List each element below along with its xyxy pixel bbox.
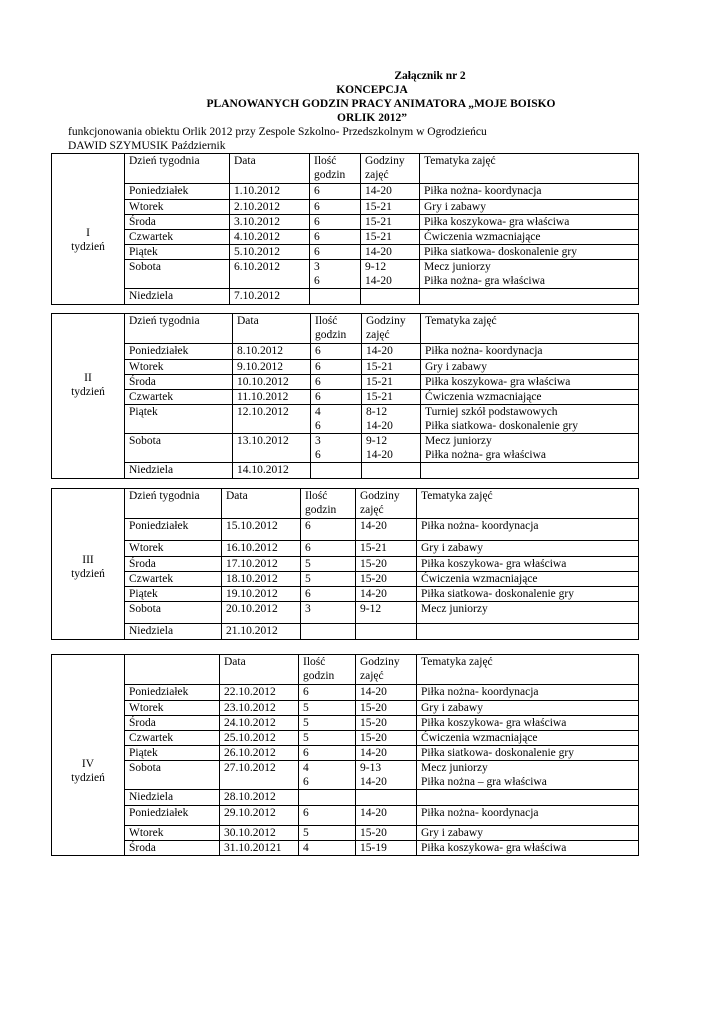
time-cell bbox=[362, 463, 421, 479]
table-row bbox=[52, 230, 639, 245]
day-cell: Sobota bbox=[125, 602, 222, 624]
date-cell: 17.10.2012 bbox=[222, 557, 301, 572]
day-cell: Niedziela bbox=[125, 624, 222, 640]
col-header-hours: Ilość godzin bbox=[299, 655, 356, 685]
date-cell: 21.10.2012 bbox=[222, 624, 301, 640]
time-cell: 15-21 bbox=[361, 230, 420, 245]
date-cell: 3.10.2012 bbox=[230, 215, 310, 230]
topic-cell: Gry i zabawy bbox=[417, 541, 639, 557]
hours-cell: 6 bbox=[311, 390, 362, 405]
time-cell bbox=[361, 289, 420, 305]
hours-cell: 6 bbox=[310, 230, 361, 245]
col-header-time: Godziny zajęć bbox=[361, 154, 420, 184]
date-cell: 26.10.2012 bbox=[220, 746, 299, 761]
topic-cell: Ćwiczenia wzmacniające bbox=[417, 572, 639, 587]
topic-cell: Piłka koszykowa- gra właściwa bbox=[417, 716, 639, 731]
week-4-table bbox=[51, 654, 639, 856]
col-header-day: Dzień tygodnia bbox=[125, 489, 222, 519]
date-cell: 13.10.2012 bbox=[233, 434, 311, 463]
day-cell: Piątek bbox=[125, 587, 222, 602]
col-header-hours: Ilość godzin bbox=[310, 154, 361, 184]
table-row bbox=[52, 390, 639, 405]
day-cell: Niedziela bbox=[125, 463, 233, 479]
topic-cell: Piłka koszykowa- gra właściwa bbox=[420, 215, 639, 230]
time-cell: 15-21 bbox=[362, 390, 421, 405]
day-cell: Czwartek bbox=[125, 230, 230, 245]
table-row bbox=[52, 200, 639, 215]
day-cell: Poniedziałek bbox=[125, 184, 230, 200]
table-row bbox=[52, 806, 639, 826]
date-cell: 10.10.2012 bbox=[233, 375, 311, 390]
header-row bbox=[52, 314, 639, 344]
week-label bbox=[52, 154, 125, 305]
week-word: tydzień bbox=[71, 772, 105, 784]
hours-cell bbox=[299, 790, 356, 806]
day-cell: Poniedziałek bbox=[125, 344, 233, 360]
table-row bbox=[52, 731, 639, 746]
col-header-topic: Tematyka zajęć bbox=[417, 655, 639, 685]
date-cell: 27.10.2012 bbox=[220, 761, 299, 790]
col-header-time: Godziny zajęć bbox=[356, 655, 417, 685]
topic-cell: Ćwiczenia wzmacniające bbox=[421, 390, 639, 405]
time-cell: 15-21 bbox=[361, 200, 420, 215]
header-row bbox=[52, 154, 639, 184]
date-cell: 5.10.2012 bbox=[230, 245, 310, 260]
time-cell: 14-20 bbox=[361, 184, 420, 200]
col-header-hours: Ilość godzin bbox=[311, 314, 362, 344]
table-row bbox=[52, 405, 639, 434]
time-cell: 14-20 bbox=[361, 245, 420, 260]
date-cell: 15.10.2012 bbox=[222, 519, 301, 541]
day-cell: Wtorek bbox=[125, 701, 220, 716]
time-cell: 9-13 14-20 bbox=[356, 761, 417, 790]
day-cell: Piątek bbox=[125, 746, 220, 761]
hours-cell: 5 bbox=[301, 557, 356, 572]
day-cell: Niedziela bbox=[125, 790, 220, 806]
table-row bbox=[52, 434, 639, 463]
date-cell: 11.10.2012 bbox=[233, 390, 311, 405]
day-cell: Poniedziałek bbox=[125, 806, 220, 826]
topic-cell: Gry i zabawy bbox=[421, 360, 639, 375]
time-cell: 14-20 bbox=[356, 806, 417, 826]
table-row bbox=[52, 701, 639, 716]
table-row bbox=[52, 602, 639, 624]
date-cell: 1.10.2012 bbox=[230, 184, 310, 200]
date-cell: 22.10.2012 bbox=[220, 685, 299, 701]
table-row bbox=[52, 685, 639, 701]
col-header-time: Godziny zajęć bbox=[356, 489, 417, 519]
day-cell: Środa bbox=[125, 841, 220, 856]
hours-cell: 6 bbox=[311, 360, 362, 375]
hours-cell: 6 bbox=[310, 200, 361, 215]
time-cell bbox=[356, 624, 417, 640]
date-cell: 23.10.2012 bbox=[220, 701, 299, 716]
date-cell: 25.10.2012 bbox=[220, 731, 299, 746]
col-header-topic: Tematyka zajęć bbox=[417, 489, 639, 519]
table-row bbox=[52, 790, 639, 806]
time-cell: 15-21 bbox=[356, 541, 417, 557]
hours-cell: 6 bbox=[299, 806, 356, 826]
header-row bbox=[52, 655, 639, 685]
col-header-day: Dzień tygodnia bbox=[125, 154, 230, 184]
day-cell: Sobota bbox=[125, 260, 230, 289]
hours-cell: 6 bbox=[301, 519, 356, 541]
day-cell: Poniedziałek bbox=[125, 519, 222, 541]
time-cell: 15-21 bbox=[362, 360, 421, 375]
date-cell: 2.10.2012 bbox=[230, 200, 310, 215]
col-header-date: Data bbox=[220, 655, 299, 685]
day-cell: Piątek bbox=[125, 245, 230, 260]
topic-cell: Mecz juniorzy Piłka nożna- gra właściwa bbox=[420, 260, 639, 289]
time-cell: 9-12 14-20 bbox=[362, 434, 421, 463]
topic-cell: Piłka siatkowa- doskonalenie gry bbox=[417, 746, 639, 761]
time-cell: 14-20 bbox=[362, 344, 421, 360]
document-subtitle: funkcjonowania obiektu Orlik 2012 przy Zespole Szkolno- Przedszkolnym w Ogrodzieńcu bbox=[68, 126, 487, 138]
time-cell: 15-20 bbox=[356, 572, 417, 587]
col-header-date: Data bbox=[222, 489, 301, 519]
header-row bbox=[52, 489, 639, 519]
hours-cell: 6 bbox=[311, 375, 362, 390]
table-row bbox=[52, 587, 639, 602]
hours-cell bbox=[311, 463, 362, 479]
col-header-day-empty bbox=[125, 655, 220, 685]
date-cell: 24.10.2012 bbox=[220, 716, 299, 731]
time-cell: 14-20 bbox=[356, 519, 417, 541]
topic-cell bbox=[417, 624, 639, 640]
date-cell: 28.10.2012 bbox=[220, 790, 299, 806]
hours-cell bbox=[301, 624, 356, 640]
date-cell: 29.10.2012 bbox=[220, 806, 299, 826]
time-cell: 15-21 bbox=[361, 215, 420, 230]
week-1-table bbox=[51, 153, 639, 305]
week-2-table bbox=[51, 313, 639, 479]
hours-cell: 6 bbox=[299, 746, 356, 761]
day-cell: Sobota bbox=[125, 434, 233, 463]
topic-cell: Piłka koszykowa- gra właściwa bbox=[421, 375, 639, 390]
topic-cell: Gry i zabawy bbox=[417, 701, 639, 716]
col-header-date: Data bbox=[230, 154, 310, 184]
col-header-topic: Tematyka zajęć bbox=[420, 154, 639, 184]
hours-cell: 6 bbox=[299, 685, 356, 701]
day-cell: Poniedziałek bbox=[125, 685, 220, 701]
time-cell: 15-21 bbox=[362, 375, 421, 390]
document-title-line-1: PLANOWANYCH GODZIN PRACY ANIMATORA „MOJE BOISKO bbox=[206, 98, 556, 110]
week-word: tydzień bbox=[71, 386, 105, 398]
day-cell: Środa bbox=[125, 557, 222, 572]
hours-cell: 5 bbox=[299, 701, 356, 716]
hours-cell: 6 bbox=[310, 245, 361, 260]
date-cell: 31.10.20121 bbox=[220, 841, 299, 856]
topic-cell: Piłka koszykowa- gra właściwa bbox=[417, 557, 639, 572]
hours-cell: 3 bbox=[301, 602, 356, 624]
hours-cell: 5 bbox=[299, 731, 356, 746]
topic-cell bbox=[421, 463, 639, 479]
day-cell: Środa bbox=[125, 375, 233, 390]
date-cell: 7.10.2012 bbox=[230, 289, 310, 305]
table-row bbox=[52, 746, 639, 761]
table-row bbox=[52, 215, 639, 230]
date-cell: 30.10.2012 bbox=[220, 826, 299, 841]
hours-cell: 6 bbox=[311, 344, 362, 360]
day-cell: Wtorek bbox=[125, 826, 220, 841]
topic-cell: Piłka nożna- koordynacja bbox=[417, 519, 639, 541]
table-row bbox=[52, 289, 639, 305]
hours-cell bbox=[310, 289, 361, 305]
date-cell: 14.10.2012 bbox=[233, 463, 311, 479]
date-cell: 4.10.2012 bbox=[230, 230, 310, 245]
week-label bbox=[52, 489, 125, 640]
time-cell: 15-19 bbox=[356, 841, 417, 856]
time-cell: 15-20 bbox=[356, 716, 417, 731]
table-row bbox=[52, 245, 639, 260]
topic-cell: Piłka nożna- koordynacja bbox=[421, 344, 639, 360]
table-row bbox=[52, 761, 639, 790]
topic-cell: Mecz juniorzy Piłka nożna – gra właściwa bbox=[417, 761, 639, 790]
date-cell: 9.10.2012 bbox=[233, 360, 311, 375]
day-cell: Wtorek bbox=[125, 541, 222, 557]
table-row bbox=[52, 557, 639, 572]
hours-cell: 3 6 bbox=[310, 260, 361, 289]
topic-cell: Piłka nożna- koordynacja bbox=[417, 685, 639, 701]
col-header-time: Godziny zajęć bbox=[362, 314, 421, 344]
hours-cell: 4 6 bbox=[299, 761, 356, 790]
animator-and-month: DAWID SZYMUSIK Październik bbox=[68, 140, 226, 152]
table-row bbox=[52, 375, 639, 390]
hours-cell: 5 bbox=[299, 826, 356, 841]
hours-cell: 5 bbox=[301, 572, 356, 587]
col-header-topic: Tematyka zajęć bbox=[421, 314, 639, 344]
topic-cell: Piłka siatkowa- doskonalenie gry bbox=[417, 587, 639, 602]
table-row bbox=[52, 463, 639, 479]
table-row bbox=[52, 360, 639, 375]
day-cell: Sobota bbox=[125, 761, 220, 790]
time-cell: 8-12 14-20 bbox=[362, 405, 421, 434]
day-cell: Środa bbox=[125, 716, 220, 731]
topic-cell: Mecz juniorzy Piłka nożna- gra właściwa bbox=[421, 434, 639, 463]
date-cell: 16.10.2012 bbox=[222, 541, 301, 557]
table-row bbox=[52, 344, 639, 360]
week-word: tydzień bbox=[71, 241, 105, 253]
week-number: III bbox=[82, 554, 94, 566]
hours-cell: 3 6 bbox=[311, 434, 362, 463]
week-number: I bbox=[86, 227, 90, 239]
time-cell bbox=[356, 790, 417, 806]
table-row bbox=[52, 519, 639, 541]
attachment-label: Załącznik nr 2 bbox=[394, 70, 466, 82]
concept-heading: KONCEPCJA bbox=[336, 84, 408, 96]
table-row bbox=[52, 716, 639, 731]
hours-cell: 6 bbox=[310, 215, 361, 230]
time-cell: 14-20 bbox=[356, 746, 417, 761]
hours-cell: 6 bbox=[301, 587, 356, 602]
col-header-day: Dzień tygodnia bbox=[125, 314, 233, 344]
topic-cell bbox=[420, 289, 639, 305]
week-number: II bbox=[84, 372, 92, 384]
table-row bbox=[52, 624, 639, 640]
topic-cell: Turniej szkół podstawowych Piłka siatkowa- doskonalenie gry bbox=[421, 405, 639, 434]
table-row bbox=[52, 826, 639, 841]
table-row bbox=[52, 841, 639, 856]
date-cell: 19.10.2012 bbox=[222, 587, 301, 602]
topic-cell: Piłka siatkowa- doskonalenie gry bbox=[420, 245, 639, 260]
week-3-table bbox=[51, 488, 639, 640]
time-cell: 9-12 14-20 bbox=[361, 260, 420, 289]
topic-cell: Mecz juniorzy bbox=[417, 602, 639, 624]
hours-cell: 4 6 bbox=[311, 405, 362, 434]
week-label bbox=[52, 655, 125, 856]
day-cell: Czwartek bbox=[125, 731, 220, 746]
hours-cell: 5 bbox=[299, 716, 356, 731]
time-cell: 14-20 bbox=[356, 685, 417, 701]
day-cell: Piątek bbox=[125, 405, 233, 434]
day-cell: Wtorek bbox=[125, 200, 230, 215]
table-row bbox=[52, 184, 639, 200]
date-cell: 12.10.2012 bbox=[233, 405, 311, 434]
time-cell: 15-20 bbox=[356, 731, 417, 746]
topic-cell bbox=[417, 790, 639, 806]
topic-cell: Piłka nożna- koordynacja bbox=[420, 184, 639, 200]
table-row bbox=[52, 260, 639, 289]
topic-cell: Piłka koszykowa- gra właściwa bbox=[417, 841, 639, 856]
week-word: tydzień bbox=[71, 568, 105, 580]
day-cell: Wtorek bbox=[125, 360, 233, 375]
col-header-hours: Ilość godzin bbox=[301, 489, 356, 519]
date-cell: 18.10.2012 bbox=[222, 572, 301, 587]
topic-cell: Piłka nożna- koordynacja bbox=[417, 806, 639, 826]
day-cell: Czwartek bbox=[125, 390, 233, 405]
table-row bbox=[52, 572, 639, 587]
document-title-line-2: ORLIK 2012” bbox=[337, 112, 407, 124]
topic-cell: Ćwiczenia wzmacniające bbox=[417, 731, 639, 746]
week-label bbox=[52, 314, 125, 479]
hours-cell: 6 bbox=[310, 184, 361, 200]
day-cell: Niedziela bbox=[125, 289, 230, 305]
day-cell: Czwartek bbox=[125, 572, 222, 587]
topic-cell: Ćwiczenia wzmacniające bbox=[420, 230, 639, 245]
date-cell: 20.10.2012 bbox=[222, 602, 301, 624]
time-cell: 9-12 bbox=[356, 602, 417, 624]
time-cell: 14-20 bbox=[356, 587, 417, 602]
day-cell: Środa bbox=[125, 215, 230, 230]
col-header-date: Data bbox=[233, 314, 311, 344]
week-number: IV bbox=[81, 758, 95, 770]
hours-cell: 6 bbox=[301, 541, 356, 557]
time-cell: 15-20 bbox=[356, 826, 417, 841]
topic-cell: Gry i zabawy bbox=[417, 826, 639, 841]
date-cell: 8.10.2012 bbox=[233, 344, 311, 360]
table-row bbox=[52, 541, 639, 557]
topic-cell: Gry i zabawy bbox=[420, 200, 639, 215]
time-cell: 15-20 bbox=[356, 701, 417, 716]
date-cell: 6.10.2012 bbox=[230, 260, 310, 289]
time-cell: 15-20 bbox=[356, 557, 417, 572]
hours-cell: 4 bbox=[299, 841, 356, 856]
